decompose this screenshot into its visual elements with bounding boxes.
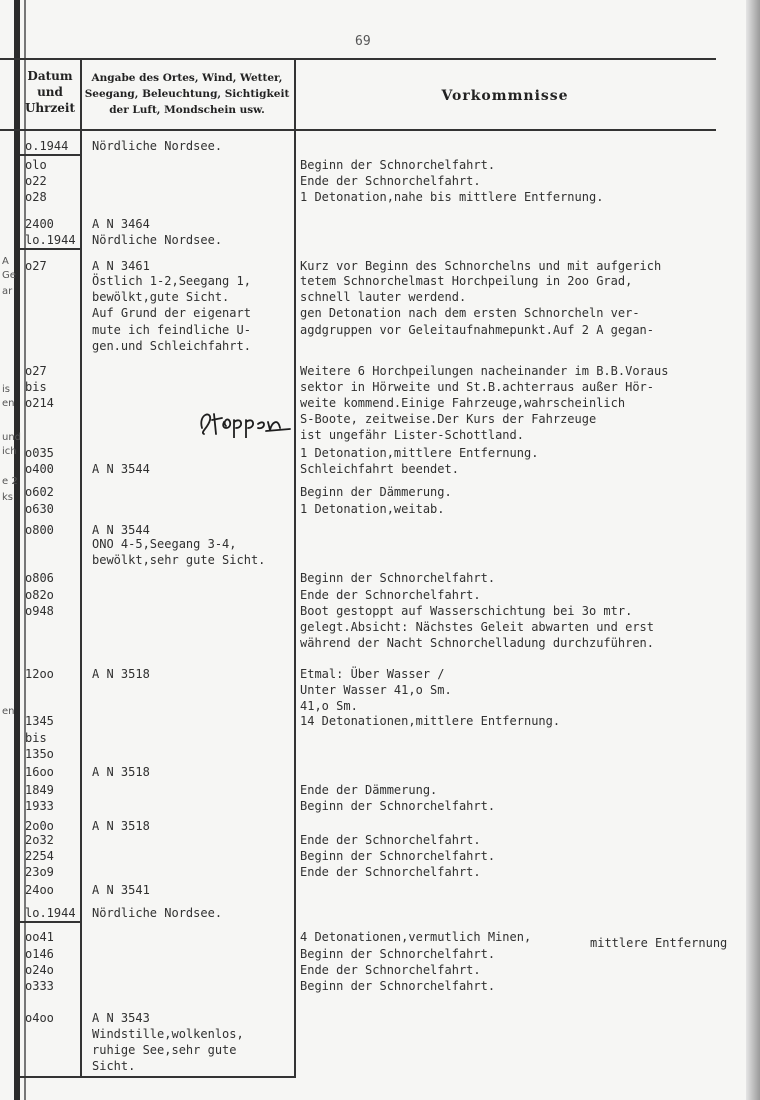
entry-event: agdgruppen vor Geleitaufnahmepunkt.Auf 2 A gegan- [300,323,655,337]
entry-event: Beginn der Schnorchelfahrt. [300,799,496,813]
entry-date: 12oo [25,667,54,681]
table-top-rule [0,58,716,60]
entry-date: o333 [25,979,54,993]
header-date-line: Datum [27,69,73,83]
date-column-rule [80,58,82,1078]
entry-event: Beginn der Schnorchelfahrt. [300,849,496,863]
entry-date: 1933 [25,799,54,813]
entry-event: Beginn der Schnorchelfahrt. [300,158,496,172]
entry-date: 1849 [25,783,54,797]
entry-date: o.1944 [25,139,69,153]
entry-date: o214 [25,396,54,410]
entry-event: weite kommend.Einige Fahrzeuge,wahrscheinlich [300,396,626,410]
entry-place: A N 3518 [92,819,150,833]
entry-date: olo [25,158,47,172]
entry-date: o24o [25,963,54,977]
entry-date: o27 [25,364,47,378]
entry-date: o28 [25,190,47,204]
date-underline [20,154,82,156]
entry-event: Schleichfahrt beendet. [300,462,459,476]
margin-note: en [2,398,15,409]
event-continuation: mittlere Entfernung [590,936,728,950]
header-date [24,68,76,116]
entry-date: 16oo [25,765,54,779]
entry-event: gelegt.Absicht: Nächstes Geleit abwarten und erst [300,620,655,634]
entry-date: o602 [25,485,54,499]
entry-date: 2o0o [25,819,54,833]
entry-event: Weitere 6 Horchpeilungen nacheinander im B.B.Voraus [300,364,669,378]
entry-date: lo.1944 [25,233,76,247]
entry-date: o4oo [25,1011,54,1025]
entry-event: Ende der Schnorchelfahrt. [300,833,481,847]
entry-event: gen Detonation nach dem ersten Schnorcheln ver- [300,306,640,320]
entry-event: S-Boote, zeitweise.Der Kurs der Fahrzeuge [300,412,597,426]
entry-date: 1345 [25,714,54,728]
entry-date: 2254 [25,849,54,863]
entry-date: lo.1944 [25,906,76,920]
entry-place: A N 3543 [92,1011,150,1025]
entry-event: ist ungefähr Lister-Schottland. [300,428,524,442]
entry-event: 14 Detonationen,mittlere Entfernung. [300,714,561,728]
table-bottom-rule [20,1076,296,1078]
entry-place: A N 3541 [92,883,150,897]
entry-place: A N 3461 [92,259,150,273]
entry-date: 2400 [25,217,54,231]
entry-date: 135o [25,747,54,761]
entry-event: Beginn der Dämmerung. [300,485,452,499]
entry-date: 2o32 [25,833,54,847]
entry-event: Boot gestoppt auf Wasserschichtung bei 3o mtr. [300,604,633,618]
entry-event: schnell lauter werdend. [300,290,467,304]
margin-note: A [2,256,9,267]
entry-place: Nördliche Nordsee. [92,139,223,153]
entry-place: A N 3544 [92,523,150,537]
header-date-line: und [37,85,63,99]
entry-date: oo41 [25,930,54,944]
header-place-line: Angabe des Ortes, Wind, Wetter, [91,72,283,84]
entry-place: Nördliche Nordsee. [92,233,223,247]
margin-note: ar [2,286,13,297]
entry-date: 23o9 [25,865,54,879]
entry-event: Ende der Dämmerung. [300,783,438,797]
header-place-line: der Luft, Mondschein usw. [109,104,265,116]
margin-note: is [2,384,10,395]
entry-place: A N 3544 [92,462,150,476]
entry-date: o27 [25,259,47,273]
entry-place: bewölkt,sehr gute Sicht. [92,553,266,567]
entry-place: Sicht. [92,1059,136,1073]
entry-date: o800 [25,523,54,537]
entry-date: bis [25,380,47,394]
entry-place: Auf Grund der eigenart [92,306,251,320]
entry-place: A N 3518 [92,765,150,779]
date-underline [20,248,82,250]
entry-date: o948 [25,604,54,618]
entry-event: Kurz vor Beginn des Schnorchelns und mit aufgerich [300,259,662,273]
entry-date: o82o [25,588,54,602]
handwritten-signature [196,404,292,438]
header-events: Vorkommnisse [441,88,569,104]
entry-place: ONO 4-5,Seegang 3-4, [92,537,237,551]
entry-event: 1 Detonation,weitab. [300,502,445,516]
margin-note: Ge [2,270,16,281]
entry-event: 1 Detonation,nahe bis mittlere Entfernung. [300,190,604,204]
entry-event: während der Nacht Schnorchelladung durchzuführen. [300,636,655,650]
entry-event: 1 Detonation,mittlere Entfernung. [300,446,539,460]
entry-event: Ende der Schnorchelfahrt. [300,963,481,977]
entry-place: gen.und Schleichfahrt. [92,339,251,353]
entry-date: 24oo [25,883,54,897]
margin-note: und [2,432,22,443]
binding-edge [14,0,20,1100]
header-place [84,70,290,118]
margin-note: ich [2,446,17,457]
entry-place: ruhige See,sehr gute [92,1043,237,1057]
entry-place: Östlich 1-2,Seegang 1, [92,274,251,288]
entry-date: o630 [25,502,54,516]
entry-event: 41,o Sm. [300,699,358,713]
page-edge-shadow [746,0,760,1100]
entry-date: o806 [25,571,54,585]
entry-event: Beginn der Schnorchelfahrt. [300,979,496,993]
margin-note: ks [2,492,14,503]
entry-date: o146 [25,947,54,961]
entry-event: sektor in Hörweite und St.B.achterraus außer Hör- [300,380,655,394]
header-date-line: Uhrzeit [24,101,76,115]
entry-event: Ende der Schnorchelfahrt. [300,865,481,879]
entry-event: Beginn der Schnorchelfahrt. [300,947,496,961]
entry-place: bewölkt,gute Sicht. [92,290,230,304]
entry-date: bis [25,731,47,745]
margin-note: e 2 [2,476,18,487]
entry-event: 4 Detonationen,vermutlich Minen, [300,930,532,944]
entry-date: o400 [25,462,54,476]
entry-event: Etmal: Über Wasser / [300,667,445,681]
entry-place: Nördliche Nordsee. [92,906,223,920]
place-column-rule [294,58,296,1078]
entry-event: Ende der Schnorchelfahrt. [300,174,481,188]
entry-event: Unter Wasser 41,o Sm. [300,683,452,697]
margin-note: en [2,706,15,717]
entry-place: A N 3464 [92,217,150,231]
entry-place: A N 3518 [92,667,150,681]
header-place-line: Seegang, Beleuchtung, Sichtigkeit [84,88,290,100]
page-number: 69 [355,34,371,49]
header-bottom-rule [0,129,716,131]
entry-date: o035 [25,446,54,460]
entry-date: o22 [25,174,47,188]
entry-place: mute ich feindliche U- [92,323,251,337]
entry-event: Ende der Schnorchelfahrt. [300,588,481,602]
entry-place: Windstille,wolkenlos, [92,1027,244,1041]
entry-event: Beginn der Schnorchelfahrt. [300,571,496,585]
entry-event: tetem Schnorchelmast Horchpeilung in 2oo Grad, [300,274,633,288]
date-underline [20,921,82,923]
